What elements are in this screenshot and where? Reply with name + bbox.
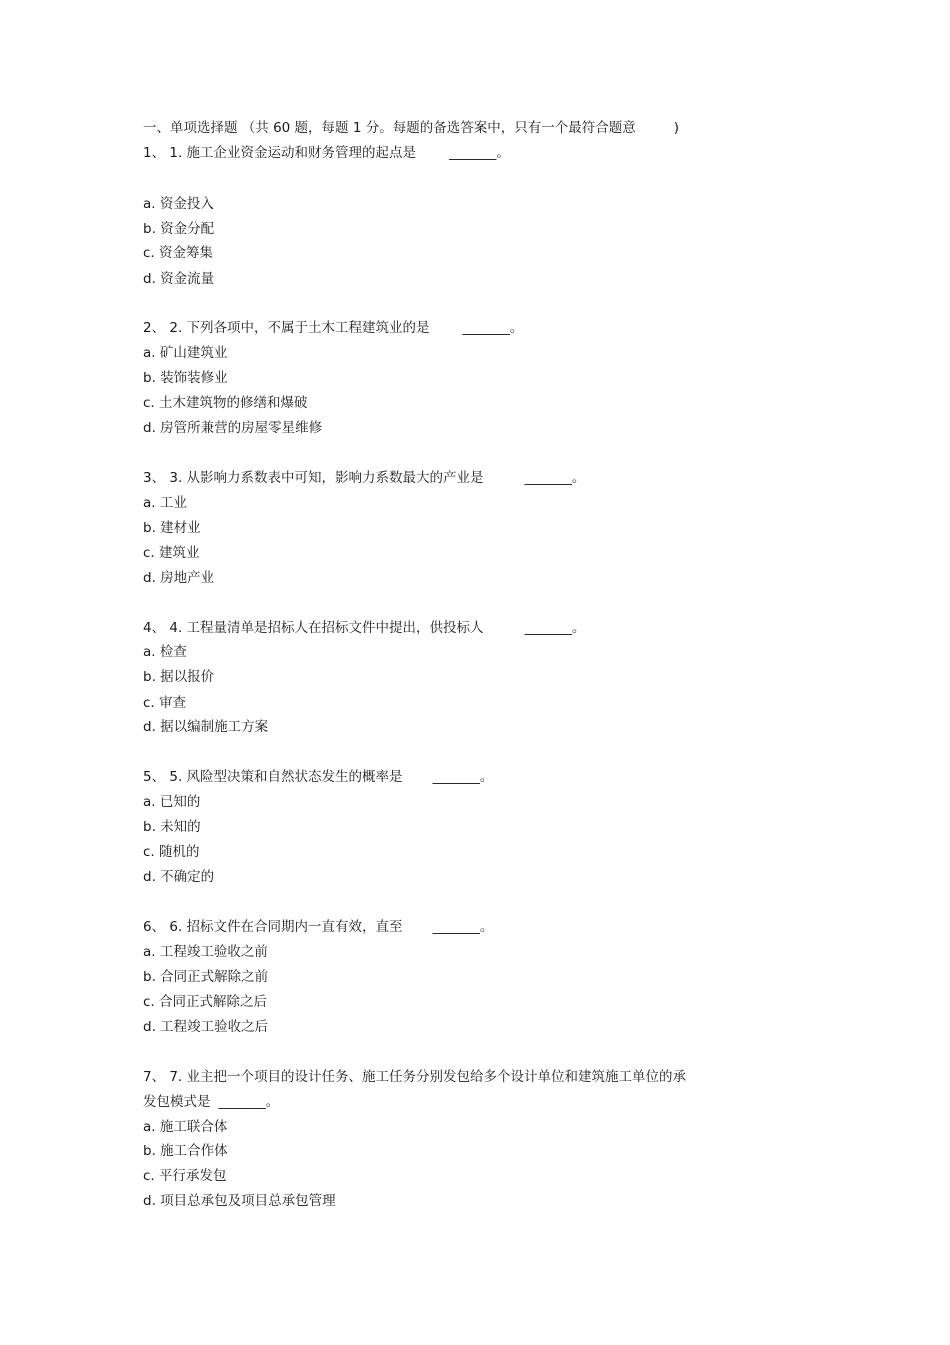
question-1-option-b: b. 资金分配	[143, 221, 215, 237]
question-stem-text: 3、 3. 从影响力系数表中可知，影响力系数最大的产业是	[143, 470, 484, 486]
question-4-option-d: d. 据以编制施工方案	[143, 719, 269, 735]
question-4-stem	[143, 619, 585, 637]
question-4-option-c: c. 审查	[143, 695, 187, 711]
question-1-option-d: d. 资金流量	[143, 271, 215, 287]
question-2-stem	[143, 319, 523, 337]
answer-blank: _______。	[449, 145, 510, 161]
question-7-option-b: b. 施工合作体	[143, 1143, 228, 1159]
answer-blank: _______。	[524, 470, 586, 486]
section-header-text: 一、单项选择题 （共 60 题，每题 1 分。每题的备选答案中，只有一个最符合题意	[143, 120, 636, 136]
answer-blank: _______。	[462, 320, 524, 336]
question-5-option-a: a. 已知的	[143, 794, 201, 810]
question-4-option-b: b. 据以报价	[143, 669, 215, 685]
question-5-option-d: d. 不确定的	[143, 869, 215, 885]
section-header	[143, 119, 679, 137]
question-2-option-a: a. 矿山建筑业	[143, 345, 228, 361]
question-stem-text: 1、 1. 施工企业资金运动和财务管理的起点是	[143, 145, 417, 161]
section-header-close-paren: )	[673, 120, 680, 136]
question-5-option-b: b. 未知的	[143, 819, 201, 835]
question-7-option-a: a. 施工联合体	[143, 1119, 228, 1135]
question-2-option-b: b. 装饰装修业	[143, 370, 228, 386]
question-3-option-c: c. 建筑业	[143, 545, 200, 561]
question-7-stem	[143, 1068, 686, 1086]
question-2-option-d: d. 房管所兼营的房屋零星维修	[143, 420, 323, 436]
question-7-option-d: d. 项目总承包及项目总承包管理	[143, 1193, 336, 1209]
question-3-option-a: a. 工业	[143, 495, 187, 511]
question-stem-text: 7、 7. 业主把一个项目的设计任务、施工任务分别发包给多个设计单位和建筑施工单位的承	[143, 1069, 687, 1085]
question-1-stem	[143, 144, 510, 162]
question-5-option-c: c. 随机的	[143, 844, 200, 860]
question-3-option-d: d. 房地产业	[143, 570, 215, 586]
question-6-option-b: b. 合同正式解除之前	[143, 969, 269, 985]
question-6-option-a: a. 工程竣工验收之前	[143, 944, 268, 960]
question-stem-text: 4、 4. 工程量清单是招标人在招标文件中提出，供投标人	[143, 620, 484, 636]
question-6-stem	[143, 918, 493, 936]
question-6-option-d: d. 工程竣工验收之后	[143, 1019, 269, 1035]
question-2-option-c: c. 土木建筑物的修缮和爆破	[143, 395, 308, 411]
answer-blank: _______。	[432, 769, 494, 785]
question-6-option-c: c. 合同正式解除之后	[143, 994, 268, 1010]
question-stem-text: 6、 6. 招标文件在合同期内一直有效，直至	[143, 919, 403, 935]
question-3-stem	[143, 469, 585, 487]
question-5-stem	[143, 768, 493, 786]
question-3-option-b: b. 建材业	[143, 520, 201, 536]
question-4-option-a: a. 检查	[143, 644, 187, 660]
question-stem-text: 2、 2. 下列各项中，不属于土木工程建筑业的是	[143, 320, 430, 336]
question-stem-text: 5、 5. 风险型决策和自然状态发生的概率是	[143, 769, 403, 785]
answer-blank: _______。	[524, 620, 586, 636]
question-stem-text: 发包模式是	[143, 1094, 211, 1110]
question-7-stem-line2	[143, 1093, 279, 1111]
answer-blank: _______。	[218, 1094, 280, 1110]
question-7-option-c: c. 平行承发包	[143, 1168, 227, 1184]
answer-blank: _______。	[432, 919, 494, 935]
question-1-option-a: a. 资金投入	[143, 196, 214, 212]
question-1-option-c: c. 资金筹集	[143, 245, 214, 261]
